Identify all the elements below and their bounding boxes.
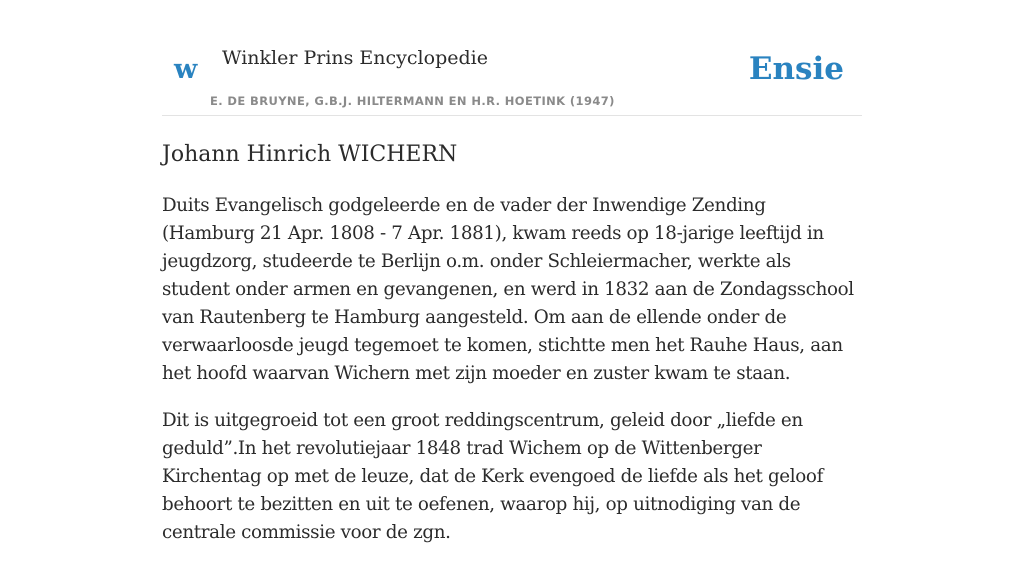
- page: [162, 0, 862, 543]
- source-title[interactable]: Winkler Prins Encyclopedie: [222, 47, 488, 69]
- article-body: [162, 192, 862, 566]
- winkler-prins-logo[interactable]: w: [174, 54, 198, 85]
- ensie-logo-link[interactable]: Ensie: [748, 51, 844, 87]
- article-paragraph: Dit is uitgegroeid tot een groot reddingscentrum, geleid door „liefde en geduld”.In het revolutiejaar 1848 trad Wichem op de Wittenberger Kirchentag op met de leuze, dat de Kerk evengoed de liefde als het geloof behoort te bezitten en uit te oefenen, waarop hij, op uitnodiging van de centrale commissie voor de zgn.: [162, 410, 823, 543]
- article-paragraph: Duits Evangelisch godgeleerde en de vader der Inwendige Zending (Hamburg 21 Apr. 1808 - 7 Apr. 1881), kwam reeds op 18-jarige leeftijd in jeugdzorg, studeerde te Berlijn o.m. onder Schleiermacher, werkte als student onder armen en gevangenen, en werd in 1832 aan de Zondagsschool van Rautenberg te Hamburg aangesteld. Om aan de ellende onder de verwaarloosde jeugd tegemoet te komen, stichtte men het Rauhe Haus, aan het hoofd waarvan Wichern met zijn moeder en zuster kwam te staan.: [162, 195, 854, 384]
- source-authors: E. DE BRUYNE, G.B.J. HILTERMANN EN H.R. HOETINK (1947): [210, 94, 615, 108]
- site-header: [162, 0, 862, 116]
- article-title: Johann Hinrich WICHERN: [162, 142, 458, 167]
